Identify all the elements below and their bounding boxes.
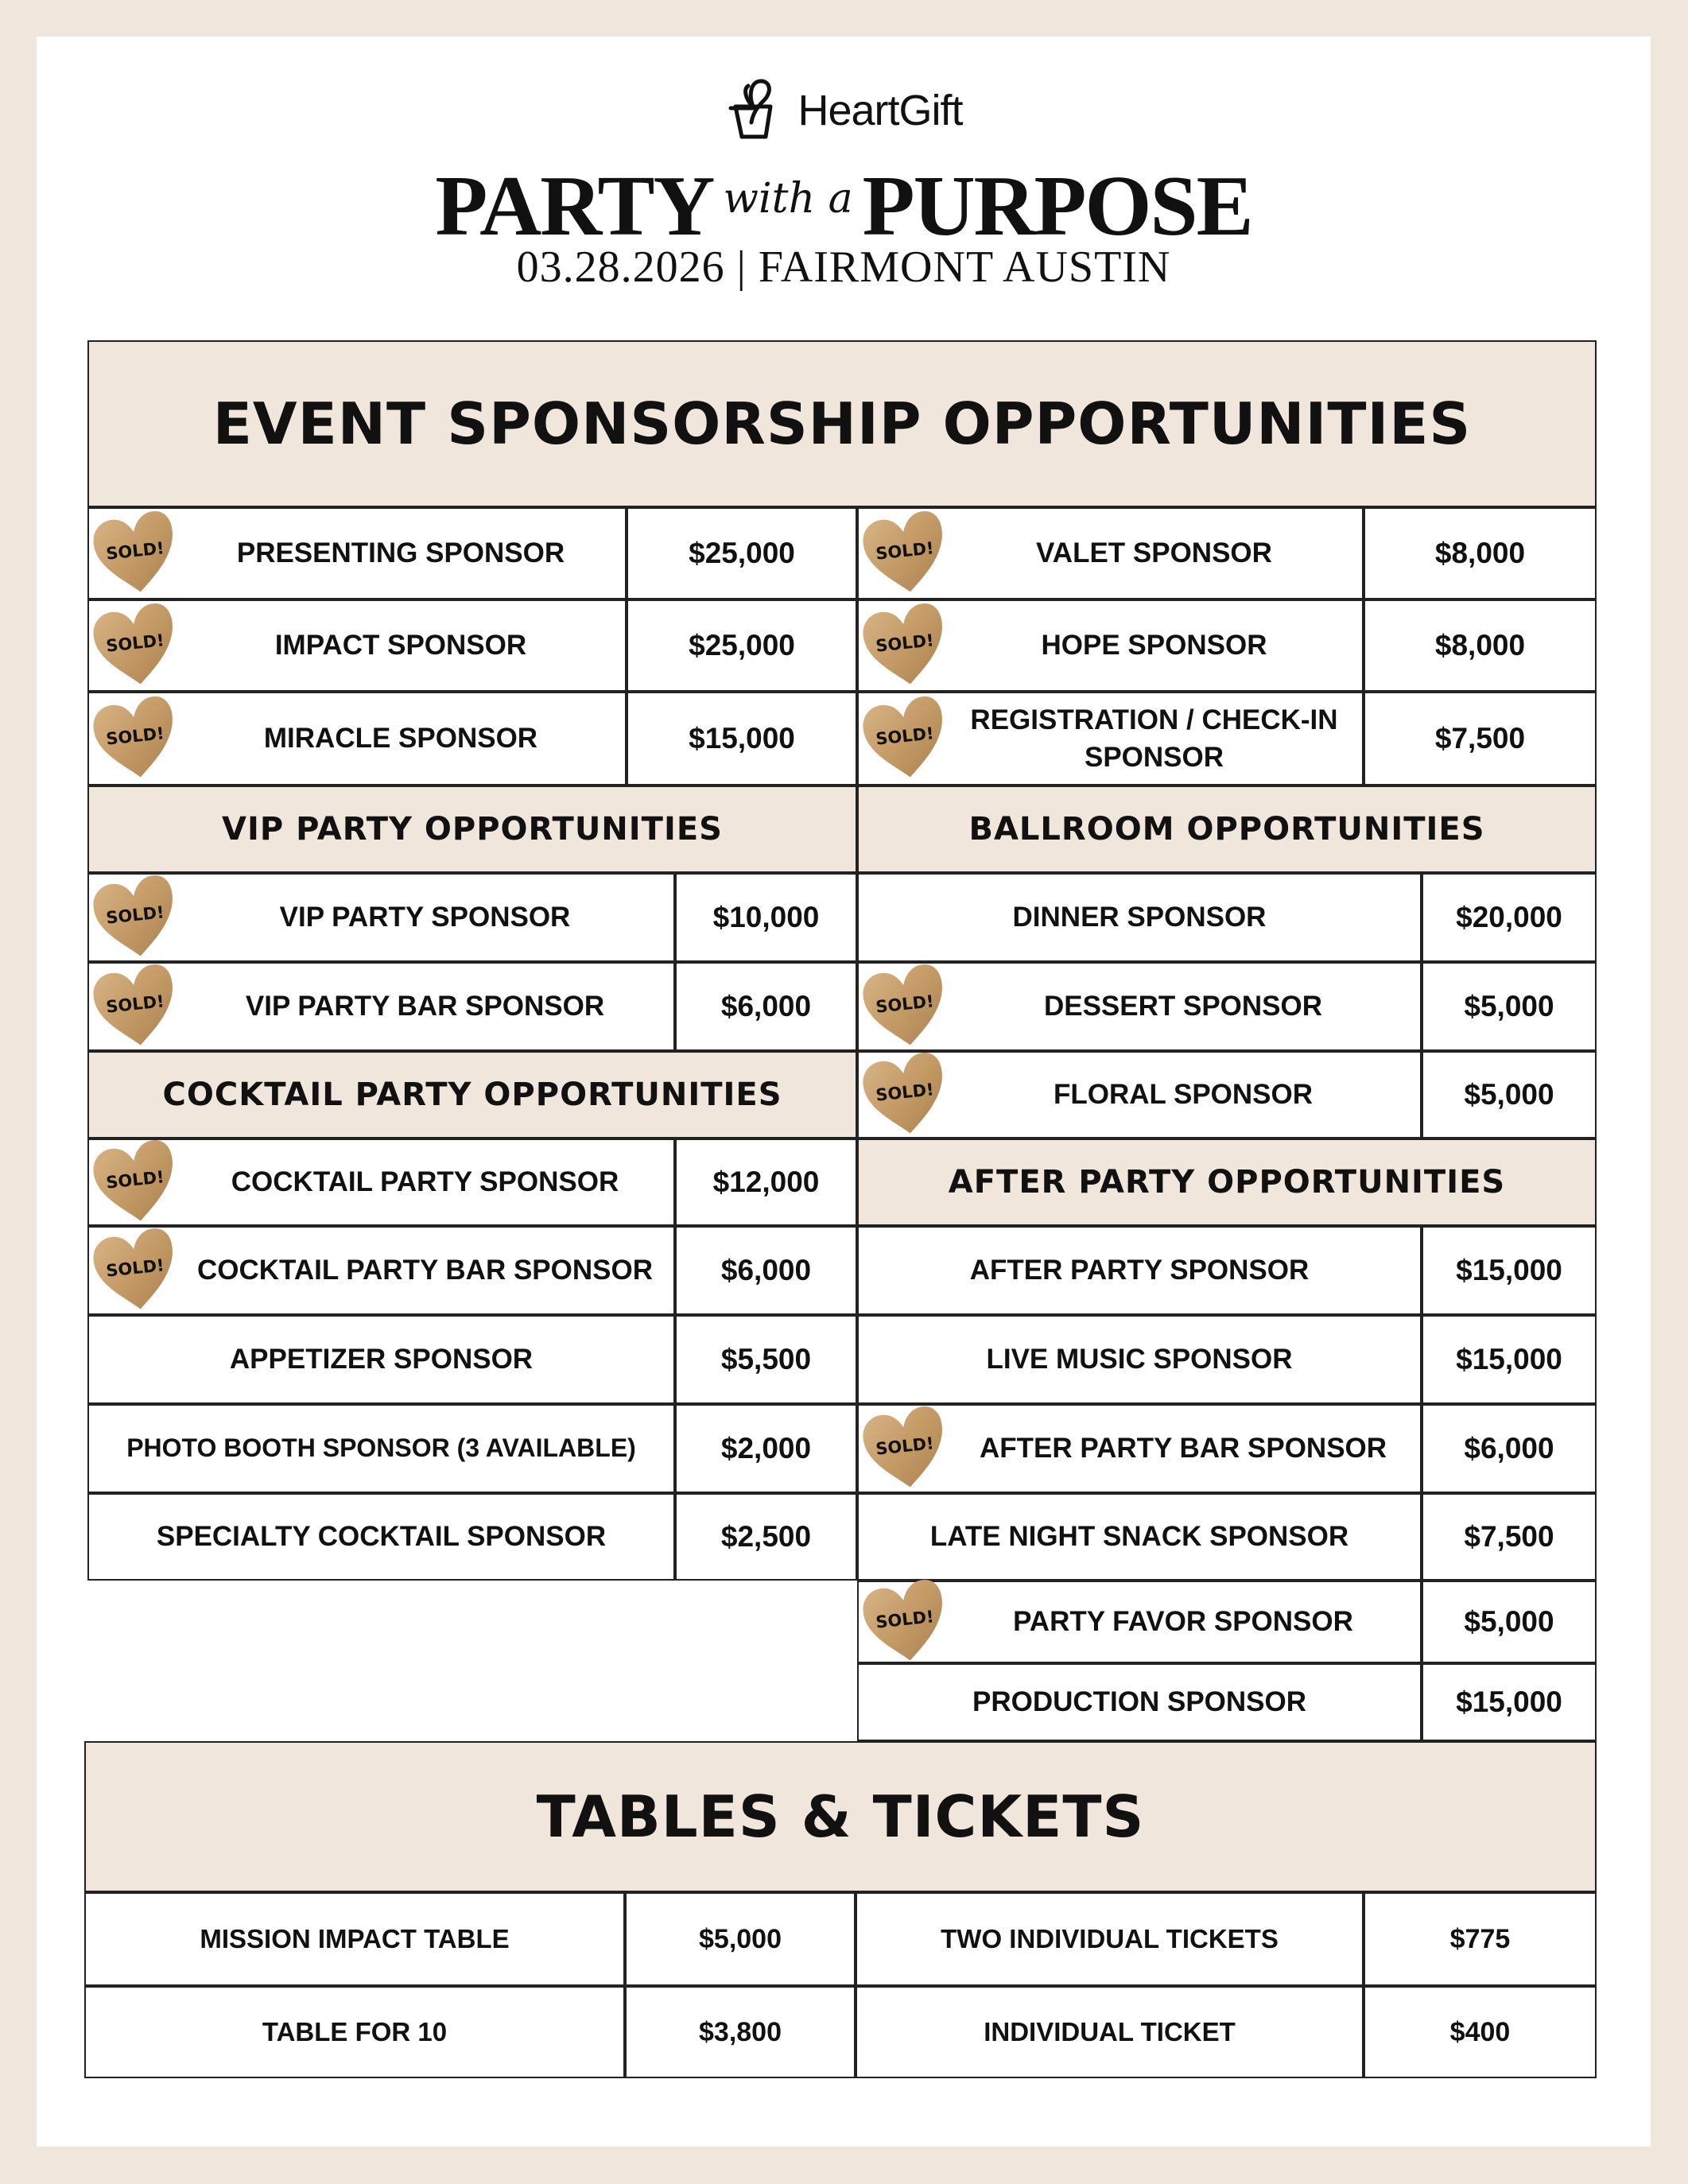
sponsor-name-text: PARTY FAVOR SPONSOR <box>1013 1606 1353 1638</box>
sponsor-name-text: LATE NIGHT SNACK SPONSOR <box>929 1521 1349 1553</box>
sponsor-price-text: $5,000 <box>1464 1605 1554 1638</box>
vip-section-title <box>87 786 857 873</box>
event-section-title-text: EVENT SPONSORSHIP OPPORTUNITIES <box>212 390 1472 457</box>
sponsor-price-text: $25,000 <box>689 537 795 569</box>
sponsor-price-text: $15,000 <box>1456 1254 1562 1286</box>
sponsor-name-text: FLORAL SPONSOR <box>1053 1079 1314 1111</box>
sponsor-name-text: IMPACT SPONSOR <box>274 630 527 661</box>
sponsor-price-text: $400 <box>1449 2016 1511 2047</box>
sponsor-price-text: $3,800 <box>699 2016 782 2047</box>
sponsor-name-text: VALET SPONSOR <box>1036 537 1272 569</box>
sponsor-name-text: COCKTAIL PARTY SPONSOR <box>231 1166 619 1198</box>
sponsor-price <box>675 962 857 1051</box>
sponsor-name-text: AFTER PARTY BAR SPONSOR <box>979 1433 1387 1464</box>
sponsor-name-text: TABLE FOR 10 <box>262 2016 448 2046</box>
sponsor-price-text: $15,000 <box>1456 1686 1562 1718</box>
sponsor-name <box>87 1404 675 1493</box>
heartgift-logo-icon <box>724 75 788 146</box>
sponsor-price-text: $25,000 <box>689 629 795 661</box>
sponsor-price-text: $10,000 <box>712 901 820 933</box>
sponsor-price <box>1364 599 1597 692</box>
sponsor-name <box>87 1315 675 1404</box>
sponsor-name <box>84 1986 625 2078</box>
after-section-title <box>857 1139 1597 1226</box>
sponsor-price-text: $7,500 <box>1464 1520 1554 1553</box>
tickets-section-title <box>84 1741 1597 1892</box>
title-party: PARTY <box>435 159 714 254</box>
sponsor-price-text: $20,000 <box>1456 901 1562 933</box>
cocktail-section-title-text: COCKTAIL PARTY OPPORTUNITIES <box>162 1076 782 1113</box>
sold-badge <box>91 1140 180 1224</box>
sponsor-name-text: DINNER SPONSOR <box>1012 902 1267 933</box>
sponsor-price <box>1422 962 1597 1051</box>
sponsor-price-text: $15,000 <box>1456 1343 1562 1375</box>
sponsor-name <box>84 1892 625 1986</box>
sold-badge <box>860 603 949 688</box>
sold-badge <box>91 603 180 688</box>
sponsor-price <box>625 1986 856 2078</box>
sponsor-price-text: $7,500 <box>1434 722 1526 755</box>
sponsor-price <box>675 1139 857 1226</box>
sold-badge <box>91 1228 180 1313</box>
logo <box>37 75 1651 146</box>
sold-label: SOLD! <box>105 723 165 749</box>
sponsor-price <box>627 599 857 692</box>
sponsor-price-text: $5,000 <box>1464 1078 1554 1111</box>
sponsor-price <box>675 1404 857 1493</box>
sold-label: SOLD! <box>105 630 165 656</box>
date-venue: 03.28.2026 | FAIRMONT AUSTIN <box>516 242 1171 292</box>
sponsor-name <box>856 1986 1364 2078</box>
sold-label: SOLD! <box>875 1607 935 1632</box>
sponsor-price <box>1422 1404 1597 1493</box>
sponsor-price <box>627 507 857 599</box>
sold-badge <box>860 1053 949 1137</box>
sold-badge <box>91 511 180 595</box>
after-section-title-text: AFTER PARTY OPPORTUNITIES <box>948 1164 1506 1201</box>
sponsor-name-text: DESSERT SPONSOR <box>1043 991 1323 1022</box>
sponsor-price-text: $6,000 <box>720 990 812 1022</box>
sponsor-name-text: AFTER PARTY SPONSOR <box>969 1255 1310 1286</box>
sponsor-name <box>857 1493 1422 1581</box>
title-script: with a <box>723 175 853 223</box>
sponsor-price <box>675 873 857 962</box>
sponsor-price <box>1422 873 1597 962</box>
sponsor-price <box>1364 1892 1597 1986</box>
sponsor-price-text: $5,000 <box>1464 990 1554 1022</box>
sponsor-name-text: INDIVIDUAL TICKET <box>984 2016 1236 2046</box>
sponsor-price <box>1422 1663 1597 1741</box>
sponsor-price-text: $8,000 <box>1434 537 1526 569</box>
sponsor-price <box>627 692 857 786</box>
sponsor-price <box>1422 1581 1597 1663</box>
sold-label: SOLD! <box>875 1433 935 1459</box>
sponsor-price <box>675 1226 857 1315</box>
ballroom-section-title-text: BALLROOM OPPORTUNITIES <box>968 811 1485 848</box>
sponsor-name <box>857 873 1422 962</box>
sponsor-name-text: PRESENTING SPONSOR <box>236 537 565 569</box>
sold-badge <box>91 696 180 781</box>
sponsor-price-text: $2,000 <box>720 1432 812 1464</box>
logo-text: HeartGift <box>797 87 963 134</box>
sponsor-name-text: MISSION IMPACT TABLE <box>200 1923 510 1953</box>
sponsor-price-text: $2,500 <box>720 1520 812 1553</box>
sold-label: SOLD! <box>875 1080 935 1105</box>
title-purpose: PURPOSE <box>862 159 1252 254</box>
sponsor-name <box>856 1892 1364 1986</box>
sold-badge <box>860 511 949 595</box>
sponsor-name-text: PRODUCTION SPONSOR <box>972 1686 1307 1718</box>
sold-badge <box>860 1406 949 1491</box>
sponsor-name-text: LIVE MUSIC SPONSOR <box>986 1344 1293 1375</box>
sponsor-price <box>1422 1493 1597 1581</box>
sponsor-name-text: VIP PARTY SPONSOR <box>279 902 571 933</box>
sponsor-price-text: $5,500 <box>720 1343 812 1375</box>
cocktail-section-title <box>87 1051 857 1139</box>
sold-badge <box>860 696 949 781</box>
sponsor-name-text: COCKTAIL PARTY BAR SPONSOR <box>196 1255 653 1286</box>
sponsor-name <box>857 1226 1422 1315</box>
vip-section-title-text: VIP PARTY OPPORTUNITIES <box>222 811 723 848</box>
sponsor-name-text: HOPE SPONSOR <box>1041 630 1267 661</box>
sponsor-price <box>1422 1226 1597 1315</box>
sponsor-name-text: SPECIALTY COCKTAIL SPONSOR <box>156 1521 607 1553</box>
sponsor-name <box>87 1493 675 1581</box>
sponsor-name-text: APPETIZER SPONSOR <box>229 1344 534 1375</box>
sponsor-price <box>675 1493 857 1581</box>
sold-label: SOLD! <box>105 1255 165 1281</box>
sponsor-price-text: $12,000 <box>712 1166 820 1198</box>
sold-badge <box>91 964 180 1049</box>
sold-badge <box>860 964 949 1049</box>
sponsor-price-text: $8,000 <box>1434 629 1526 661</box>
sponsor-price <box>675 1315 857 1404</box>
sponsor-price <box>625 1892 856 1986</box>
sold-label: SOLD! <box>875 538 935 564</box>
ballroom-section-title <box>857 786 1597 873</box>
sponsor-name-text: REGISTRATION / CHECK-IN SPONSOR <box>970 704 1338 773</box>
sold-badge <box>860 1580 949 1664</box>
sponsor-name <box>857 1315 1422 1404</box>
sold-label: SOLD! <box>105 1167 165 1193</box>
sold-label: SOLD! <box>875 991 935 1017</box>
sponsor-name-text: TWO INDIVIDUAL TICKETS <box>941 1923 1279 1953</box>
sponsorship-sheet <box>37 37 1651 2147</box>
tickets-section-title-text: TABLES & TICKETS <box>536 1783 1145 1850</box>
event-section-title <box>87 340 1597 507</box>
sponsor-price-text: $5,000 <box>699 1923 782 1954</box>
sponsor-price <box>1422 1051 1597 1139</box>
sponsor-name <box>857 1663 1422 1741</box>
sold-label: SOLD! <box>105 538 165 564</box>
sponsor-price <box>1364 1986 1597 2078</box>
sponsor-name-text: VIP PARTY BAR SPONSOR <box>245 991 605 1022</box>
sold-label: SOLD! <box>875 723 935 749</box>
sponsor-price <box>1364 507 1597 599</box>
sponsor-price <box>1422 1315 1597 1404</box>
sponsor-price-text: $775 <box>1449 1923 1511 1954</box>
sponsor-name-text: MIRACLE SPONSOR <box>263 723 538 755</box>
sold-label: SOLD! <box>105 902 165 928</box>
sold-badge <box>91 875 180 960</box>
sold-label: SOLD! <box>875 630 935 656</box>
sponsor-name-text: PHOTO BOOTH SPONSOR (3 AVAILABLE) <box>126 1433 636 1463</box>
sold-label: SOLD! <box>105 991 165 1017</box>
sponsor-price-text: $6,000 <box>1464 1432 1554 1464</box>
sponsor-price-text: $6,000 <box>720 1254 812 1286</box>
sponsor-price-text: $15,000 <box>689 722 795 755</box>
sponsor-price <box>1364 692 1597 786</box>
